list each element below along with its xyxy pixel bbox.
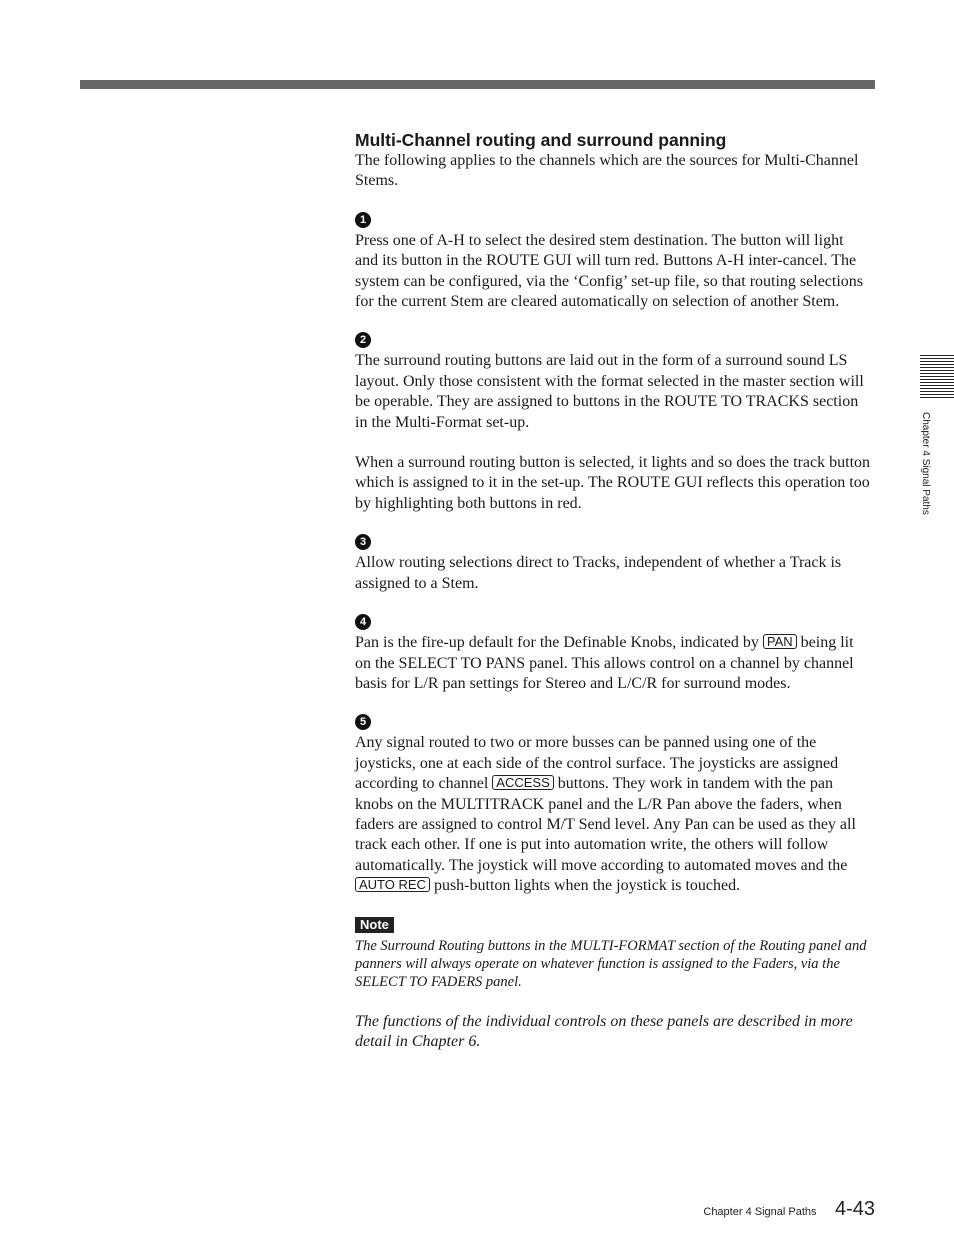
page-footer (703, 1198, 875, 1221)
step-4-paragraph: Pan is the fire-up default for the Definable Knobs, indicated by PAN being lit on the SELECT TO PANS panel. This allows control on a channel by channel basis for L/R pan settings for Stereo and L/C/R for surround modes. (355, 634, 854, 692)
intro-paragraph: The following applies to the channels which are the sources for Multi-Channel Stems. (355, 152, 859, 190)
step-1-number-icon: 1 (355, 212, 371, 228)
chapter-tab-marker (920, 355, 954, 400)
step-3-number-icon: 3 (355, 534, 371, 550)
section-title: Multi-Channel routing and surround panning (355, 130, 727, 150)
step-2-paragraph-2: When a surround routing button is selected, it lights and so does the track button which is assigned to it in the set-up. The ROUTE GUI reflects this operation too by highlighting both buttons in red. (355, 454, 871, 512)
step-5-paragraph: Any signal routed to two or more busses can be panned using one of the joysticks, one at each side of the control surface. The joysticks are assigned according to channel ACCESS buttons. They work in tandem with the pan knobs on the MULTITRACK panel and the L/R Pan above the faders, when faders are assigned to control M/T Send level. Any Pan can be used as they all track each other. If one is put into automation write, the others will follow automatically. The joystick will move according to automated moves and the AUTO REC push-button lights when the joystick is touched. (355, 734, 856, 895)
closing-paragraph: The functions of the individual controls on these panels are described in more detail in Chapter 6. (355, 1012, 853, 1050)
step-4-number-icon: 4 (355, 614, 371, 630)
step-2-number-icon: 2 (355, 332, 371, 348)
pan-button-label: PAN (763, 634, 797, 649)
note-text: The Surround Routing buttons in the MULTI-FORMAT section of the Routing panel and panners will always operate on whatever function is assigned to the Faders, via the SELECT TO FADERS panel. (355, 937, 867, 990)
side-chapter-label: Chapter 4 Signal Paths (920, 412, 931, 515)
page-content (355, 129, 870, 1052)
note-label: Note (355, 917, 394, 933)
step-3-paragraph: Allow routing selections direct to Tracks, independent of whether a Track is assigned to a Stem. (355, 554, 842, 592)
access-button-label: ACCESS (492, 775, 553, 790)
header-rule (80, 80, 875, 89)
page-number: 4-43 (834, 1198, 875, 1220)
step-5-number-icon: 5 (355, 714, 371, 730)
footer-chapter: Chapter 4 Signal Paths (703, 1206, 817, 1218)
step-2-paragraph-1: The surround routing buttons are laid out in the form of a surround sound LS layout. Only those consistent with the format selected in the master section will be operable. They are assigned to buttons in the ROUTE TO TRACKS section in the Multi-Format set-up. (355, 352, 864, 431)
step-1-paragraph: Press one of A-H to select the desired stem destination. The button will light and its button in the ROUTE GUI will turn red. Buttons A-H inter-cancel. The system can be configured, via the ‘Config’ set-up file, so that routing selections for the current Stem are cleared automatically on selection of another Stem. (355, 231, 864, 311)
auto-rec-button-label: AUTO REC (355, 877, 430, 892)
